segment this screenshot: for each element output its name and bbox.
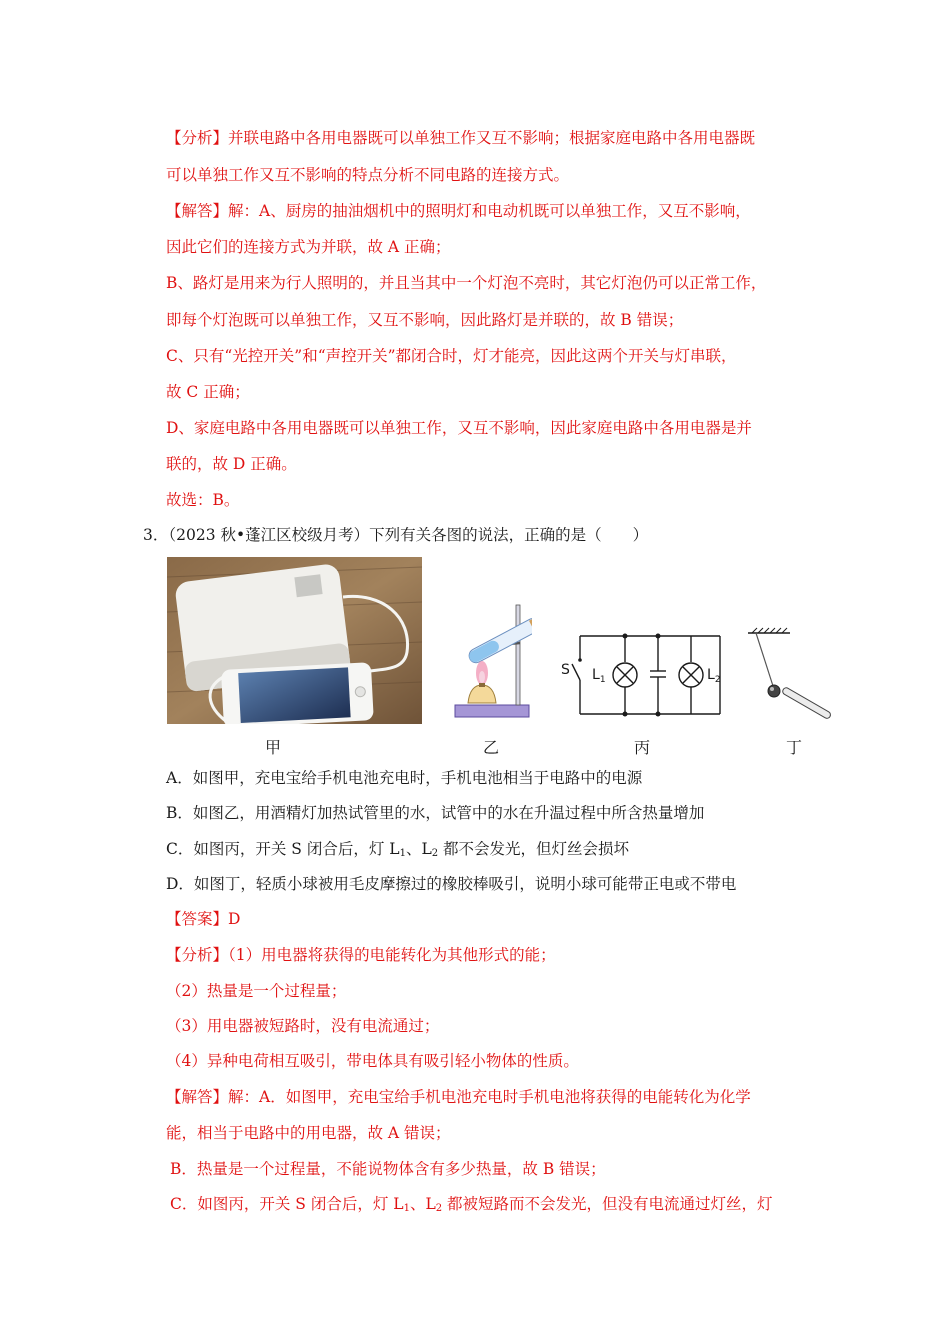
solution-line-8: 联的，故 D 正确。 (166, 455, 297, 473)
answer-tag: 【答案】 (166, 910, 229, 928)
analysis3-line-1: 【分析】（1）用电器将获得的电能转化为其他形式的能； (166, 946, 556, 964)
option-a: A．如图甲，充电宝给手机电池充电时，手机电池相当于电路中的电源 (166, 769, 643, 787)
answer-line (166, 909, 240, 929)
solution-line-9: 故选：B。 (166, 491, 240, 509)
solution3-tag: 【解答】 (166, 1088, 229, 1106)
figure-bing-circuit (558, 630, 728, 720)
solution-line-1 (166, 201, 751, 221)
question-3-stem (143, 525, 648, 545)
analysis3-line-2: （2）热量是一个过程量； (166, 982, 347, 1000)
switch-label: S (561, 662, 570, 678)
solution3-line-3: B．热量是一个过程量，不能说物体含有多少热量，故 B 错误； (170, 1160, 606, 1178)
analysis-tag: 【分析】 (166, 129, 229, 147)
option-c: C．如图丙，开关 S 闭合后，灯 $L_1$、$L_2$ 都不会发光，但灯丝会损坏 (166, 840, 630, 859)
caption-bing: 丙 (634, 738, 651, 757)
solution3-line-4: C．如图丙，开关 S 闭合后，灯 $L_1$、$L_2$ 都被短路而不会发光，但没有电流通过灯丝，灯 (170, 1195, 773, 1214)
answer-value: D (228, 910, 241, 928)
lamp2-label: $L_2$ (707, 667, 721, 685)
figure-yi-alcohol-lamp (452, 603, 532, 721)
solution-line-4: 即每个灯泡既可以单独工作，又互不影响，因此路灯是并联的，故 B 错误； (166, 311, 684, 329)
analysis-text: 并联电路中各用电器既可以单独工作又互不影响；根据家庭电路中各用电器既 (228, 129, 756, 147)
figure-jia-photo (167, 557, 422, 724)
solution-line-6: 故 C 正确； (166, 383, 250, 401)
figure-ding-pendulum (742, 626, 837, 721)
solution-tag: 【解答】 (166, 202, 229, 220)
question-stem-text: （2023 秋•蓬江区校级月考）下列有关各图的说法，正确的是（ ） (168, 526, 649, 544)
solution3-line-1: 【解答】解：A．如图甲，充电宝给手机电池充电时手机电池将获得的电能转化为化学 (166, 1088, 751, 1106)
solution-line-2: 因此它们的连接方式为并联，故 A 正确； (166, 238, 451, 256)
caption-jia: 甲 (265, 738, 282, 757)
question-number: 3． (143, 526, 169, 544)
analysis3-line-4: （4）异种电荷相互吸引，带电体具有吸引轻小物体的性质。 (166, 1052, 579, 1070)
option-b: B．如图乙，用酒精灯加热试管里的水，试管中的水在升温过程中所含热量增加 (166, 804, 705, 822)
option-d: D．如图丁，轻质小球被用毛皮摩擦过的橡胶棒吸引，说明小球可能带正电或不带电 (166, 875, 737, 893)
solution-line-5: C、只有“光控开关”和“声控开关”都闭合时，灯才能亮，因此这两个开关与灯串联， (166, 347, 737, 365)
analysis-line-2: 可以单独工作又互不影响的特点分析不同电路的连接方式。 (166, 166, 570, 184)
solution-line-3: B、路灯是用来为行人照明的，并且当其中一个灯泡不亮时，其它灯泡仍可以正常工作， (166, 274, 767, 292)
solution-line-7: D、家庭电路中各用电器既可以单独工作，又互不影响，因此家庭电路中各用电器是并 (166, 419, 752, 437)
analysis3-line-3: （3）用电器被短路时，没有电流通过； (166, 1017, 440, 1035)
solution-text: 解：A、厨房的抽油烟机中的照明灯和电动机既可以单独工作，又互不影响， (228, 202, 751, 220)
caption-yi: 乙 (483, 738, 500, 757)
solution3-line-2: 能，相当于电路中的用电器，故 A 错误； (166, 1124, 451, 1142)
analysis-line-1 (166, 128, 755, 148)
caption-ding: 丁 (786, 738, 803, 757)
lamp1-label: $L_1$ (592, 667, 606, 685)
analysis3-tag: 【分析】 (166, 946, 229, 964)
